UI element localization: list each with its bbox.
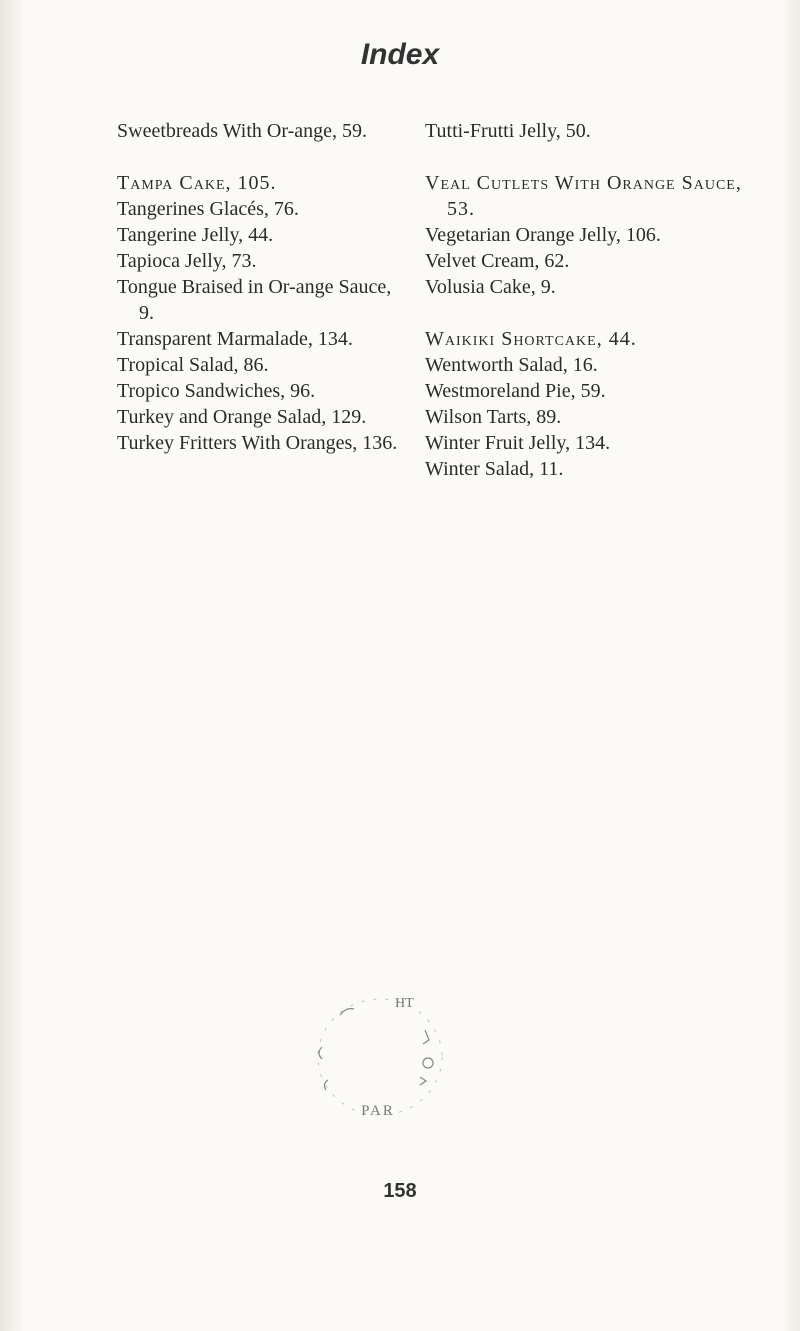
stamp-text-bottom: PAR <box>361 1103 395 1119</box>
index-entry: Tangerine Jelly, 44. <box>117 224 274 246</box>
index-column-left <box>117 118 407 456</box>
index-entry: Turkey Fritters With Oranges, 136. <box>117 432 398 454</box>
index-entry: Turkey and Orange Salad, 129. <box>117 406 367 428</box>
index-entry: Winter Salad, 11. <box>425 458 564 480</box>
index-entry: Tropico Sandwiches, 96. <box>117 380 316 402</box>
library-stamp <box>300 985 460 1135</box>
index-entry: Tropical Salad, 86. <box>117 354 269 376</box>
index-entry: Veal Cutlets With Orange Sauce, 53. <box>425 172 742 220</box>
index-entry: Velvet Cream, 62. <box>425 250 570 272</box>
stamp-text-top: HT <box>395 996 414 1011</box>
index-entry: Transparent Marmalade, 134. <box>117 328 353 350</box>
index-entry: Sweetbreads With Or-ange, 59. <box>117 120 368 142</box>
index-entry: Volusia Cake, 9. <box>425 276 556 298</box>
index-entry: Tongue Braised in Or-ange Sauce, 9. <box>117 276 392 324</box>
index-entry: Tampa Cake, 105. <box>117 172 277 194</box>
index-column-right <box>425 118 745 482</box>
page-title: Index <box>360 38 440 71</box>
index-entry: Vegetarian Orange Jelly, 106. <box>425 224 661 246</box>
page-edge-shadow-right <box>782 0 800 1331</box>
index-entry: Tutti-Frutti Jelly, 50. <box>425 120 591 142</box>
index-entry: Westmoreland Pie, 59. <box>425 380 606 402</box>
index-entry: Tapioca Jelly, 73. <box>117 250 257 272</box>
page-edge-shadow-left <box>0 0 24 1331</box>
index-entry: Tangerines Glacés, 76. <box>117 198 299 220</box>
page-number: 158 <box>383 1180 417 1202</box>
index-entry: Winter Fruit Jelly, 134. <box>425 432 611 454</box>
index-entry: Wentworth Salad, 16. <box>425 354 598 376</box>
index-entry: Wilson Tarts, 89. <box>425 406 562 428</box>
index-entry: Waikiki Shortcake, 44. <box>425 328 637 350</box>
stamp-icon <box>300 985 460 1135</box>
